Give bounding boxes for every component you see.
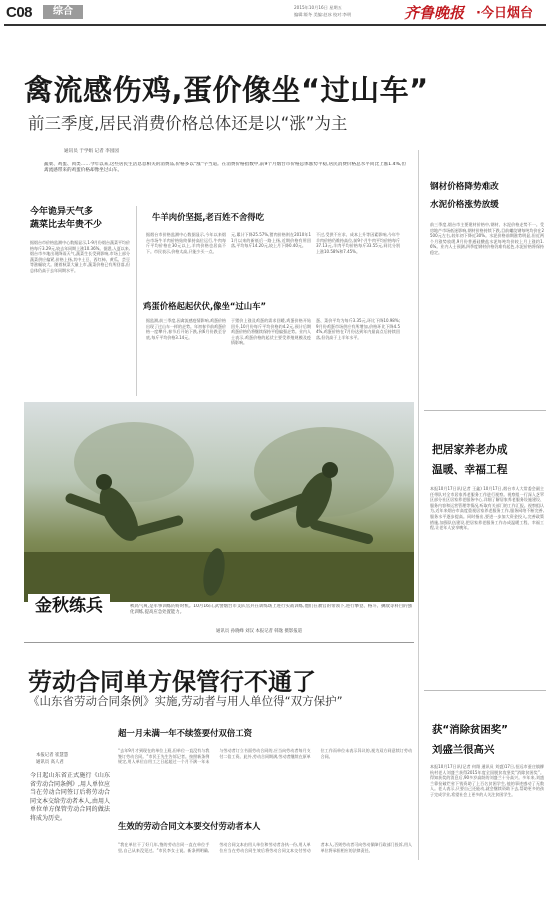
column-divider: [136, 206, 137, 396]
labor-lead-text: 今日起山东省正式施行《山东省劳动合同条例》,用人单位应当在劳动合同签订后将劳动合同文本交给劳动者本人,由用人单位单方保管劳动合同的做法将成为历史。: [30, 772, 110, 822]
egg-col-b: 于猪价上涨及鸡蛋的需求回暖,鸡蛋价格开始回升,10月份每斤平均价格约4.2元,预计后期鸡蛋价格仍将继续保持平稳偏强走势。业内人士表示,鸡蛋价格的起伏主要受养殖规模及疫情影响。: [231, 318, 311, 346]
egg-col-c: 蛋、菜价平均为每斤3.35元,环比下降10.98%;9月份鸡蛋市场供应有所增加,价格环比下降4.54%,鸡蛋价格在7月份达到年内最高点后持续回落,但仍高于上半年水平。: [316, 318, 400, 340]
edition-name: [476, 2, 533, 21]
lead-byline: 通讯员 于学娟 记者 李园园: [64, 149, 119, 154]
steel-price-title: 钢材价格降势难改 水泥价格涨势放缓: [430, 182, 499, 210]
bottom-story-rule: [24, 642, 414, 643]
labor-headline: 劳动合同单方保管行不通了: [28, 668, 316, 696]
egg-section-title: 鸡蛋价格起起伏伏,像坐“过山车”: [143, 301, 267, 311]
labor-byline: 本报记者 崔慧慧 通讯员 高人君: [36, 753, 69, 765]
issue-date: 2015年10月16日 星期五: [294, 5, 342, 10]
photo-title: 金秋练兵: [35, 596, 103, 616]
elderly-care-body: 本报10月17日讯(记者 王鑫) 10月17日,烟台市人大常委会副主任带队对全市居家养老服务工作进行视察。视察组一行深入芝罘区部分社区居家养老服务中心,详细了解居家养老服务设施建设、服务内容和运营管理等情况,听取有关部门的工作汇报。视察组认为,近年来烟台市高度重视居家养老服务工作,服务网络不断完善,服务水平逐步提高。同时指出,要进一步加大资金投入,完善政策措施,加强队伍建设,把居家养老服务工作办成温暖工程、幸福工程,让老年人安享晚年。: [430, 486, 544, 531]
beef-col-c: 不过,受供不应求、成本上升等因素影响,今年牛羊肉价格仍维持高位,前9个月牛肉平均价格每斤37.13元,羊肉平均价格每斤33.55元,同比分别上涨10.58%和7.45%。: [316, 232, 400, 254]
side-story-title: 今年诡异天气多 蔬菜比去年贵不少: [30, 207, 103, 230]
section-label: 综合: [53, 6, 73, 17]
page-code: C08: [6, 4, 33, 21]
photo-title-box: [28, 594, 110, 618]
lead-headline: 禽流感伤鸡,蛋价像坐“过山车”: [24, 73, 429, 107]
soldiers-illustration: [24, 402, 414, 602]
labor-section-1-title: 超一月未满一年不续签要付双倍工资: [118, 728, 252, 738]
side-story-body: 据烟台市价格监测中心数据显示,1-9月份烟台蔬菜平均价格每斤3.29元,较去年同期上涨10.36%。据悉,入夏以来,烟台市多地出现降雨天气,蔬菜生长受到影响,市场上部分蔬菜供应偏紧,价格上扬,其中土豆、西红柿、黄瓜、芸豆等涨幅较大。随着秋菜大量上市,蔬菜价格已有所回落,但总体仍高于去年同期水平。: [30, 240, 130, 273]
edition-label: 今日烟台: [480, 6, 533, 21]
poverty-award-body: 本报10月17日讯(记者 何翔 通讯员 刘盛)17日,招远市蚕庄镇柳杭村老人刘盛兰获得2015年度全国脱贫攻坚奖“消除贫困奖”。得知获奖的消息后,90多岁高龄的刘盛兰十分高兴。多年来,刘盛兰靠捡破烂省下钱资助了上百名贫困学生,他的事迹感动了无数人。老人表示,只要自己还能动,就会继续资助下去,帮助更多的孩子完成学业,希望社会上更多的人关注贫困学生。: [430, 764, 544, 797]
section-tag: [43, 5, 83, 19]
beef-col-a: 据烟台市价格监测中心数据显示,今年以来烟台市场牛羊肉价格始终保持高位运行,牛肉每斤平均价格在30元以上,羊肉价格也居高不下。市民表示,价格太高,只能少买一点。: [146, 232, 226, 254]
beef-col-b: 元,累计下降25.57%,猪肉价格则在2010年11月以来的新低后一路上扬,近期价格有所回落,平均每斤14.20元,较上月下降0.40元。: [231, 232, 311, 249]
edition-dot: ·: [476, 6, 481, 21]
photo-credit: 通讯员 孙晓峰 刘汉 本报记者 韩逸 摄影报道: [216, 629, 303, 634]
section-rule-right: [424, 410, 546, 411]
lead-intro: 蔬菜、鸡蛋、肉类……今年以来,这些居民生活息息相关的消费品,价格多以“涨”字当道。在消费价格指数中,前9个月烟台市价格总体涨势平稳,居民消费价格总水平同比上涨1.4%,但禽流感带来的鸡蛋价格却像坐过山车。: [44, 162, 406, 174]
newspaper-logo: 齐鲁晚报: [404, 4, 465, 22]
page-header: [0, 0, 550, 26]
right-column-divider: [418, 150, 419, 860]
staff-credits: 编辑:姬冬 美编:赵冰 校对:李明: [294, 12, 352, 17]
labor-subheadline: 《山东省劳动合同条例》实施,劳动者与用人单位得“双方保护”: [28, 694, 343, 708]
labor-section-1-body: “去年9月才到现在的单位上班,但单位一直没有与我签订劳动合同。”市民王先生告诉记者。按照新条例规定,用人单位自用工之日起超过一个月不满一年未与劳动者订立书面劳动合同的,应当向劳动者每月支付二倍工资。此外,劳动合同期满,劳动者继续在原单位工作而单位未表示异议的,视为双方同意续订劳动合同。: [118, 748, 412, 765]
poverty-award-title: 获“消除贫困奖” 刘盛兰很高兴: [432, 724, 509, 756]
lead-subheadline: 前三季度,居民消费价格总体还是以“涨”为主: [28, 114, 348, 133]
section-rule-right-2: [424, 690, 546, 691]
egg-col-a: 据监测,前三季度,因禽流感疫情影响,鸡蛋价格出现了过山车一样的走势。年初春节前鸡蛋价格一度攀升,春节后开始下跌,到6月份跌至谷底,每斤平均价格3.14元。: [146, 318, 226, 340]
header-rule: [4, 24, 546, 26]
labor-section-2-body: “我在单位干了好几年,签的劳动合同一直在单位手里,自己从来没见过。”市民李女士说。新条例明确,劳动合同文本由用人单位和劳动者各执一份,用人单位应当在劳动合同生效后将劳动合同文本交付劳动者本人,否则劳动者可向劳动保障行政部门投诉,用人单位将承担相应的法律责任。: [118, 842, 412, 853]
labor-section-2-title: 生效的劳动合同文本要交付劳动者本人: [118, 821, 261, 831]
steel-price-body: 前三季度,烟台市主要建材价格中,钢材、水泥价格走势不一。受房地产市场低迷影响,钢材价格持续下跌,目前螺纹钢每吨均价在2500元左右,较年初下降近30%。水泥价格前期涨势明显,但近两个月涨势放缓,9月份普通硅酸盐水泥每吨均价较上月上涨约1.6%。业内人士预测,四季度钢材价格仍难有起色,水泥价格将保持稳定。: [430, 222, 544, 255]
photo-caption: 秋高气爽,是军事训练的好时机。10月16日,武警烟台市支队官兵在训练场上进行实战训练,他们在教官的带领下,进行攀登、格斗、擒敌等科目的强化训练,提高应急处置能力。: [130, 604, 412, 615]
elderly-care-title: 把居家养老办成 温暖、幸福工程: [432, 443, 508, 476]
training-photo: [24, 402, 414, 602]
beef-section-title: 牛羊肉价坚挺,老百姓不舍得吃: [152, 212, 265, 222]
